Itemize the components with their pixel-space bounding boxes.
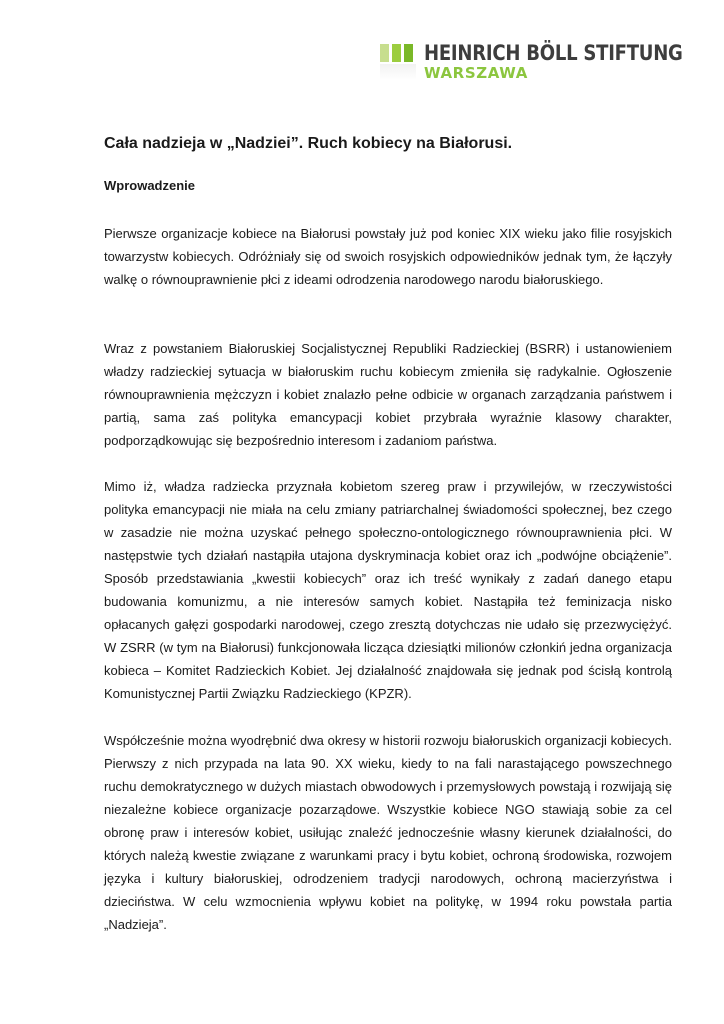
section-heading: Wprowadzenie [104,178,196,193]
document-title: Cała nadzieja w „Nadziei”. Ruch kobiecy na Białorusi. [104,134,513,152]
logo-name: HEINRICH BÖLL STIFTUNG [424,41,683,65]
logo-reflection [380,64,416,80]
logo-bar-dark [404,44,413,62]
paragraph-3: Mimo iż, władza radziecka przyznała kobietom szereg praw i przywilejów, w rzeczywistości polityka emancypacji nie miała na celu zmiany patriarchalnej świadomości społecznej, bez czego w zasadzie nie można uzyskać pełnego społeczno-ontologicznego równouprawnienia płci. W następstwie tych działań nastąpiła utajona dyskryminacja kobiet oraz ich „podwójne obciążenie”. Sposób przedstawiania „kwestii kobiecych” oraz ich treść wynikały z zadań danego etapu budowania komunizmu, a nie interesów samych kobiet. Nastąpiła też feminizacja nisko opłacanych gałęzi gospodarki narodowej, czego zresztą dotychczas nie udało się przezwyciężyć. W ZSRR (w tym na Białorusi) funkcjonowała licząca dziesiątki milionów członkiń jedna organizacja kobieca – Komitet Radzieckich Kobiet. Jej działalność znajdowała się jednak pod ścisłą kontrolą Komunistycznej Partii Związku Radzieckiego (KPZR). [104,479,672,701]
paragraph-1: Pierwsze organizacje kobiece na Białorusi powstały już pod koniec XIX wieku jako filie rosyjskich towarzystw kobiecych. Odróżniały się od swoich rosyjskich odpowiedników jednak tym, że łączyły walkę o równouprawnienie płci z ideami odrodzenia narodowego narodu białoruskiego. [104,226,672,287]
logo-bars-icon [380,44,416,62]
paragraph-4: Współcześnie można wyodrębnić dwa okresy w historii rozwoju białoruskich organizacji kobiecych. Pierwszy z nich przypada na lata 90. XX wieku, kiedy to na fali narastającego powszechnego ruchu demokratycznego w dużych miastach obwodowych i przemysłowych powstają i rozwijają się niezależne kobiece organizacje pozarządowe. Wszystkie kobiece NGO stawiają sobie za cel obronę praw i interesów kobiet, usiłując znaleźć jednocześnie własny kierunek działalności, do których należą kwestie związane z warunkami pracy i bytu kobiet, ochroną środowiska, rozwojem języka i kultury białoruskiej, odrodzeniem tradycji narodowych, ochroną macierzyństwa i dzieciństwa. W celu wzmocnienia wpływu kobiet na politykę, w 1994 roku powstała partia „Nadzieja”. [104,733,672,932]
paragraph-2: Wraz z powstaniem Białoruskiej Socjalistycznej Republiki Radzieckiej (BSRR) i ustanowieniem władzy radzieckiej sytuacja w białoruskim ruchu kobiecym zmieniła się radykalnie. Ogłoszenie równouprawnienia mężczyzn i kobiet znalazło pełne odbicie w organach zarządzania państwem i partią, sama zaś polityka emancypacji kobiet przybrała wyraźnie klasowy charakter, podporządkowując się bezpośrednio interesom i zadaniom państwa. [104,341,672,448]
foundation-logo [380,41,683,82]
paragraph-1-block [104,222,672,291]
paragraph-3-block [104,475,672,705]
logo-bar-medium [392,44,401,62]
paragraph-2-block [104,337,672,452]
logo-bar-light [380,44,389,62]
paragraph-4-block [104,729,672,936]
logo-subtitle: WARSZAWA [424,64,528,82]
